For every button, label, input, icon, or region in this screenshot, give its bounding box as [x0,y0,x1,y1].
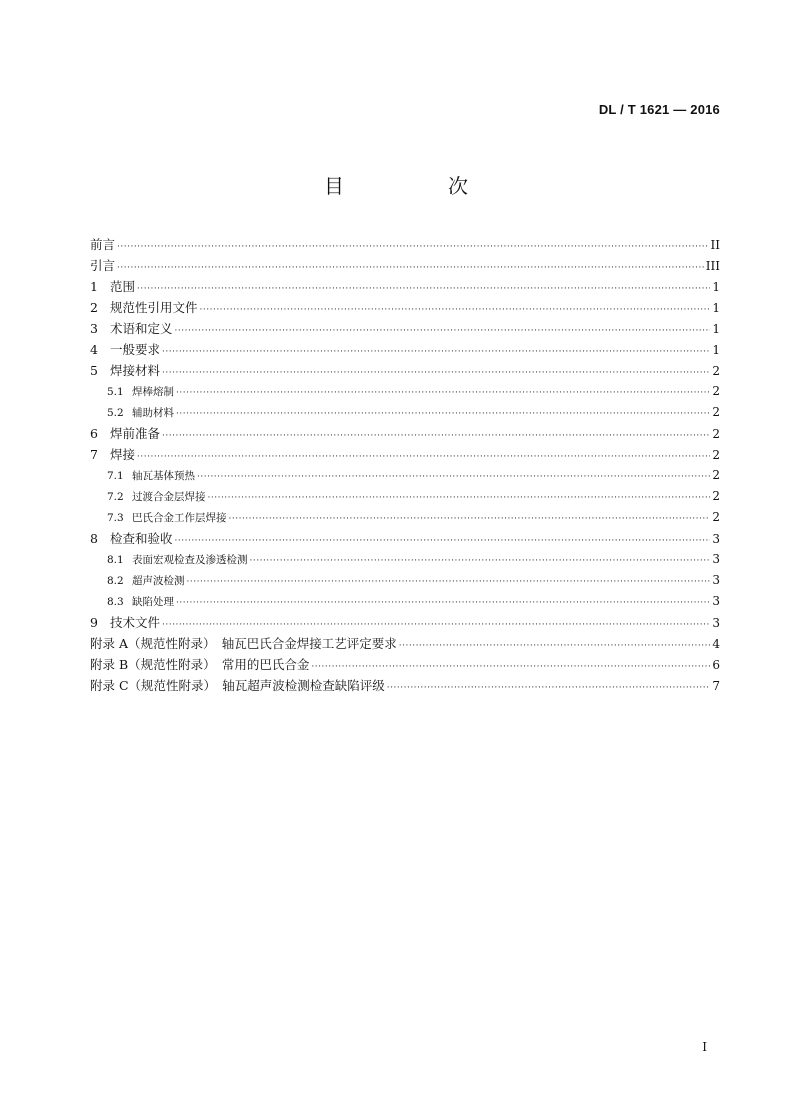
page-number: I [702,1040,707,1054]
toc-subentry[interactable] [90,570,720,591]
toc-entry-text: 技术文件 [110,615,161,630]
toc-entry-text: 附录 B（规范性附录） 常用的巴氏合金 [90,657,310,672]
toc-entry-text: 焊棒熔制 [132,386,174,398]
dot-leader [176,404,710,425]
toc-entry-number: 5.2 [107,407,124,419]
toc-entry[interactable] [90,318,720,339]
toc-entry-label [90,234,115,255]
toc-entry[interactable] [90,339,720,360]
dot-leader [399,636,710,657]
toc-page-number: 3 [712,573,720,587]
dot-leader [176,593,710,614]
toc-entry-label [107,550,248,571]
toc-subentry[interactable] [90,507,720,528]
toc-page-number: 6 [712,658,720,672]
toc-entry-number: 3 [90,321,98,336]
toc-entry-number: 8.2 [107,575,124,587]
toc-entry[interactable] [90,423,720,444]
toc-entry[interactable] [90,528,720,549]
dot-leader [200,300,710,321]
toc-entry-number: 1 [90,279,98,294]
toc-entry-label [107,571,185,592]
toc-page-number: 2 [712,364,720,378]
toc-page-number: 2 [712,405,720,419]
toc-entry-text: 过渡合金层焊接 [132,491,206,503]
toc-page-number: II [710,238,720,252]
toc-page-number: 2 [712,510,720,524]
dot-leader [162,342,710,363]
dot-leader [176,383,710,404]
toc-entry-text: 轴瓦基体预热 [132,470,195,482]
toc-entry-number: 8 [90,531,98,546]
toc-entry[interactable] [90,276,720,297]
dot-leader [208,488,711,509]
toc-entry-label [90,444,135,465]
toc-entry-number: 4 [90,342,98,357]
toc-entry-text: 引言 [90,258,116,273]
toc-entry-text: 巴氏合金工作层焊接 [132,512,227,524]
toc-entry-label [90,297,198,318]
toc-entry-label [107,466,195,487]
toc-entry-label [90,339,160,360]
toc-entry-text: 辅助材料 [132,407,174,419]
dot-leader [117,258,704,279]
toc-entry-text: 表面宏观检查及渗透检测 [132,554,248,566]
toc-subentry[interactable] [90,591,720,612]
toc-entry-label [90,255,115,276]
toc-page-number: 1 [712,280,720,294]
toc-entry-number: 7.3 [107,512,124,524]
dot-leader [229,509,711,530]
toc-entry-text: 超声波检测 [132,575,185,587]
toc-entry-label [90,675,385,696]
toc-entry-number: 8.1 [107,554,124,566]
dot-leader [117,237,709,258]
toc-page-number: 1 [712,322,720,336]
dot-leader [175,321,710,342]
toc-subentry[interactable] [90,381,720,402]
toc-entry-text: 附录 C（规范性附录） 轴瓦超声波检测检查缺陷评级 [90,678,385,693]
toc-entry[interactable] [90,297,720,318]
toc-page-number: III [705,259,720,273]
toc-entry-text: 一般要求 [110,342,161,357]
toc-entry-text: 焊接 [110,447,136,462]
toc-entry-text: 检查和验收 [110,531,173,546]
toc-entry[interactable] [90,675,720,696]
toc-entry-number: 5 [90,363,98,378]
toc-page-number: 2 [712,489,720,503]
toc-subentry[interactable] [90,486,720,507]
toc-entry-number: 7.2 [107,491,124,503]
toc-entry-text: 焊接材料 [110,363,161,378]
toc-entry[interactable] [90,654,720,675]
dot-leader [162,426,710,447]
toc-entry-number: 5.1 [107,386,124,398]
toc-entry-text: 前言 [90,237,116,252]
toc-page-number: 3 [712,552,720,566]
toc-page-number: 2 [712,468,720,482]
dot-leader [137,447,710,468]
toc-entry-text: 附录 A（规范性附录） 轴瓦巴氏合金焊接工艺评定要求 [90,636,397,651]
toc-entry-label [107,592,174,613]
toc-entry-label [90,276,135,297]
dot-leader [250,551,711,572]
toc-entry-label [90,633,397,654]
toc-page-number: 3 [712,616,720,630]
toc-entry-label [90,423,160,444]
dot-leader [187,572,711,593]
toc-page-number: 1 [712,301,720,315]
toc-entry-text: 规范性引用文件 [110,300,198,315]
toc-page-number: 2 [712,384,720,398]
toc-entry-number: 2 [90,300,98,315]
toc-entry-text: 缺陷处理 [132,596,174,608]
toc-entry-label [90,654,309,675]
toc-subentry[interactable] [90,465,720,486]
toc-page-number: 2 [712,427,720,441]
toc-entry-label [107,382,174,403]
toc-entry-number: 7.1 [107,470,124,482]
toc-entry-label [90,612,160,633]
toc-entry-number: 6 [90,426,98,441]
toc-entry-label [107,403,174,424]
toc-entry-number: 8.3 [107,596,124,608]
toc-page-number: 4 [712,637,720,651]
toc-entry-number: 7 [90,447,98,462]
dot-leader [387,678,710,699]
toc-entry-text: 范围 [110,279,136,294]
toc-entry-text: 术语和定义 [110,321,173,336]
toc-page-number: 1 [712,343,720,357]
table-of-contents [90,234,720,696]
toc-entry[interactable] [90,255,720,276]
toc-entry-label [107,508,227,529]
toc-entry-label [90,318,173,339]
toc-entry[interactable] [90,360,720,381]
toc-page-number: 2 [712,448,720,462]
toc-entry[interactable] [90,633,720,654]
toc-entry-label [90,528,173,549]
toc-page-number: 7 [712,679,720,693]
dot-leader [137,279,710,300]
toc-entry[interactable] [90,234,720,255]
toc-entry-text: 焊前准备 [110,426,161,441]
toc-page-number: 3 [712,594,720,608]
toc-entry[interactable] [90,444,720,465]
toc-title: 目 次 [324,174,510,198]
toc-entry-label [90,360,160,381]
toc-subentry[interactable] [90,402,720,423]
toc-subentry[interactable] [90,549,720,570]
toc-page-number: 3 [712,532,720,546]
standard-code: DL / T 1621 — 2016 [598,102,720,117]
toc-entry[interactable] [90,612,720,633]
dot-leader [175,531,710,552]
dot-leader [162,363,710,384]
dot-leader [197,467,710,488]
toc-entry-label [107,487,206,508]
toc-entry-number: 9 [90,615,98,630]
